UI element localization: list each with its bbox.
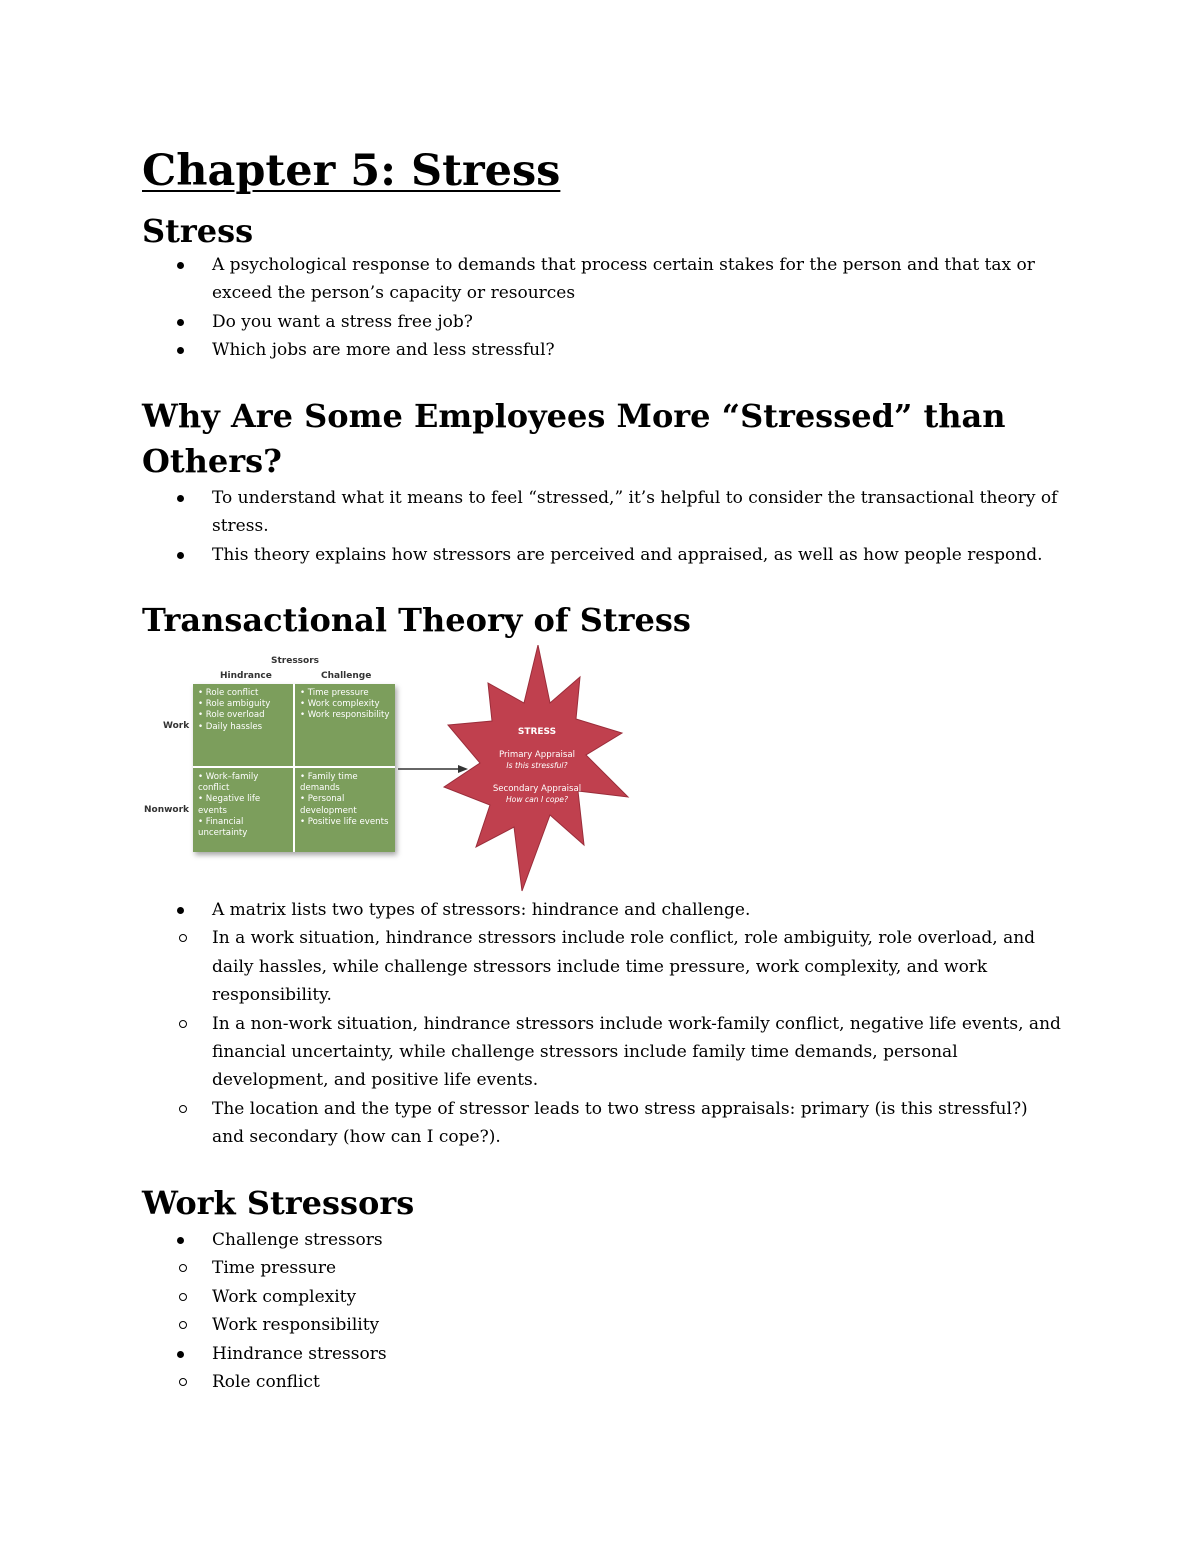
transactional-sublist [141,924,1062,1151]
hindrance-column-label: Hindrance [220,671,272,681]
list-item [142,1226,1062,1340]
sub-list-item: Role conflict [141,1368,1062,1396]
sub-list-item: The location and the type of stressor leads to two stress appraisals: primary (is this stressful?) and secondary (how can I cope?). [141,1095,1062,1152]
heading-transactional-theory: Transactional Theory of Stress [142,601,691,639]
list-item: • Work responsibility [300,710,390,721]
list-item: events [198,805,227,816]
arrow-and-star-graphic [140,645,640,895]
transactional-list [142,896,1062,1152]
sub-list-item: In a non-work situation, hindrance stressors include work-family conflict, negative life events, and financial uncertainty, while challenge stressors include family time demands, personal development, and positive life events. [141,1010,1062,1095]
sub-list-item: Time pressure [141,1254,1062,1282]
list-item: A psychological response to demands that process certain stakes for the person and that tax or exceed the person’s capacity or resources [142,251,1062,308]
list-item: • Role ambiguity [198,699,271,710]
primary-appraisal: Primary Appraisal [498,750,576,760]
list-item: • Time pressure [300,688,369,698]
list-item-text: Hindrance stressors [212,1343,387,1364]
list-item: • Family time [300,772,358,782]
list-item [142,896,1062,1152]
sub-list-item: Work responsibility [141,1311,1062,1339]
stressors-label: Stressors [271,656,320,666]
heading-stress: Stress [142,212,254,250]
list-item: conflict [198,783,230,794]
list-item: To understand what it means to feel “stressed,” it’s helpful to consider the transactional theory of stress. [142,484,1062,541]
list-item: • Role overload [198,710,265,721]
why-list [142,484,1062,569]
list-item: • Role conflict [198,688,259,698]
heading-work-stressors: Work Stressors [142,1184,415,1222]
list-item: • Work complexity [300,699,380,710]
list-item: uncertainty [198,828,248,839]
list-item: demands [300,783,340,794]
list-item: Do you want a stress free job? [142,308,1062,336]
sub-list-item: In a work situation, hindrance stressors include role conflict, role ambiguity, role overload, and daily hassles, while challenge stressors include time pressure, work complexity, and work responsibility. [141,924,1062,1009]
primary-appraisal-question: Is this stressful? [506,761,568,770]
heading-why-stressed: Why Are Some Employees More “Stressed” than Others? [142,397,1006,480]
secondary-appraisal-question: How can I cope? [505,795,569,804]
hindrance-sublist [141,1368,1062,1396]
list-item: This theory explains how stressors are perceived and appraised, as well as how people respond. [142,541,1062,569]
stress-list [142,251,1062,365]
list-item: • Financial [198,816,244,827]
list-item: • Negative life [198,794,261,805]
list-item: • Personal [300,794,345,805]
work-row-label: Work [163,721,190,731]
challenge-sublist [141,1254,1062,1339]
list-item: development [300,805,357,816]
work-stressors-list [142,1226,1062,1396]
transactional-theory-diagram [140,645,640,895]
nonwork-row-label: Nonwork [144,805,190,815]
list-item: • Daily hassles [198,721,263,732]
list-item-text: A matrix lists two types of stressors: hindrance and challenge. [212,900,751,920]
list-item [142,1340,1062,1397]
list-item: • Positive life events [300,816,389,827]
list-item: • Work–family [198,772,259,782]
challenge-column-label: Challenge [321,671,372,681]
secondary-appraisal: Secondary Appraisal [492,784,582,794]
sub-list-item: Work complexity [141,1283,1062,1311]
list-item-text: Challenge stressors [212,1230,383,1250]
list-item: Which jobs are more and less stressful? [142,336,1062,364]
star-title: STRESS [517,727,557,737]
page-title: Chapter 5: Stress [142,146,561,196]
